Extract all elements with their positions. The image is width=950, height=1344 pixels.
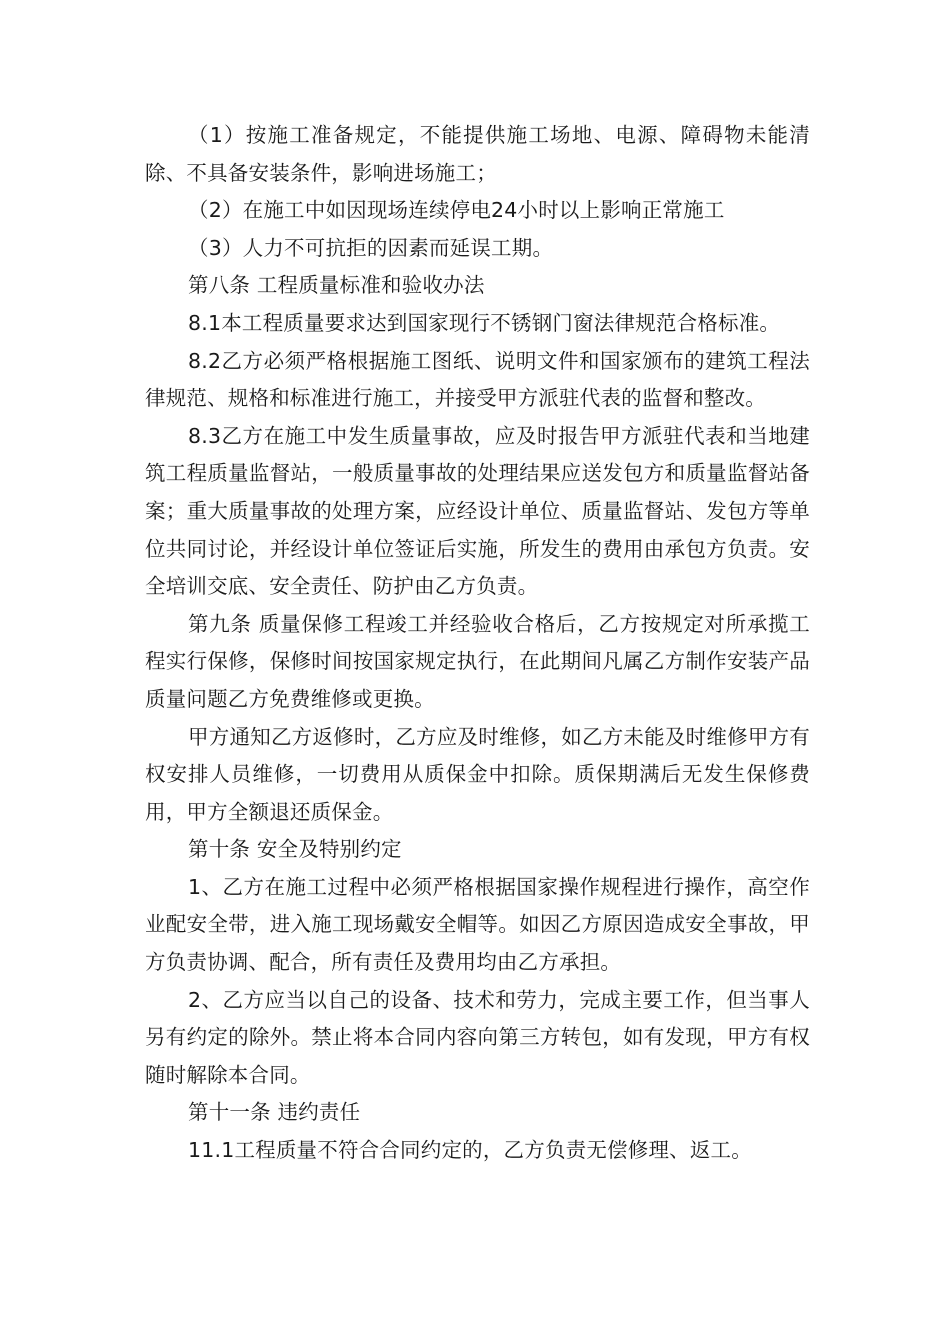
heading-article-8: 第八条 工程质量标准和验收办法 xyxy=(188,273,485,298)
paragraph-8-3: 8.3乙方在施工中发生质量事故，应及时报告甲方派驻代表和当地建筑工程质量监督站，一般质量事故的处理结果应送发包方和质量监督站备案；重大质量事故的处理方案，应经设计单位、质量监督站、发包方等单位共同讨论，并经设计单位签证后实施，所发生的费用由承包方负责。安全培训交底、安全责任、防护由乙方负责。 xyxy=(145,423,810,599)
document-body xyxy=(145,117,810,1170)
paragraph-11-1: 11.1工程质量不符合合同约定的，乙方负责无偿修理、返工。 xyxy=(188,1138,752,1163)
heading-article-10: 第十条 安全及特别约定 xyxy=(188,837,402,862)
paragraph-8-1: 8.1本工程质量要求达到国家现行不锈钢门窗法律规范合格标准。 xyxy=(188,310,781,335)
paragraph-article-9: 第九条 质量保修工程竣工并经验收合格后，乙方按规定对所承揽工程实行保修，保修时间按国家规定执行，在此期间凡属乙方制作安装产品质量问题乙方免费维修或更换。 xyxy=(145,611,810,711)
heading-article-11: 第十一条 违约责任 xyxy=(188,1100,361,1125)
paragraph-article-9-repair: 甲方通知乙方返修时，乙方应及时维修，如乙方未能及时维修甲方有权安排人员维修，一切费用从质保金中扣除。质保期满后无发生保修费用，甲方全额退还质保金。 xyxy=(145,724,810,824)
paragraph-10-2: 2、乙方应当以自己的设备、技术和劳力，完成主要工作，但当事人另有约定的除外。禁止将本合同内容向第三方转包，如有发现，甲方有权随时解除本合同。 xyxy=(145,987,810,1087)
paragraph-8-2: 8.2乙方必须严格根据施工图纸、说明文件和国家颁布的建筑工程法律规范、规格和标准进行施工，并接受甲方派驻代表的监督和整改。 xyxy=(145,348,810,411)
paragraph-10-1: 1、乙方在施工过程中必须严格根据国家操作规程进行操作，高空作业配安全带，进入施工现场戴安全帽等。如因乙方原因造成安全事故，甲方负责协调、配合，所有责任及费用均由乙方承担。 xyxy=(145,874,810,975)
paragraph-clause-7-item-1: （1）按施工准备规定，不能提供施工场地、电源、障碍物未能清除、不具备安装条件，影响进场施工； xyxy=(145,123,810,185)
paragraph-clause-7-item-2: （2）在施工中如因现场连续停电24小时以上影响正常施工 xyxy=(188,198,725,223)
paragraph-clause-7-item-3: （3）人力不可抗拒的因素而延误工期。 xyxy=(188,235,554,260)
